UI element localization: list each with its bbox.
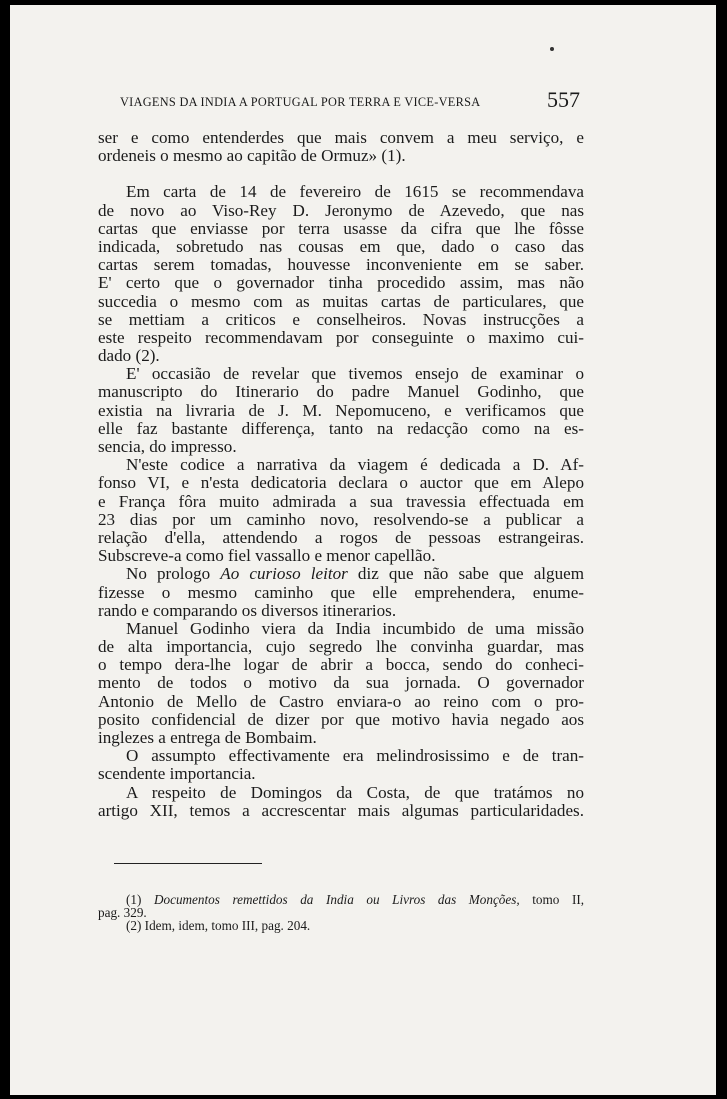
text-line: E' certo que o governador tinha procedido assim, mas não: [98, 273, 584, 293]
text-line: este respeito recommendavam por conseguinte o maximo cui-: [98, 327, 584, 347]
footnote-source-title: Documentos remettidos da India ou Livros das Monções,: [153, 892, 520, 907]
footnote-1: [98, 893, 584, 906]
footnote-marker: (1): [126, 892, 142, 907]
text-fragment: No prologo: [126, 564, 211, 584]
text-line: mento de todos o motivo da sua jornada. O governador: [98, 673, 584, 693]
text-line: indicada, sobretudo nas cousas em que, dado o caso das: [98, 236, 584, 256]
text-line: ser e como entenderdes que mais convem a meu serviço, e: [98, 128, 584, 147]
book-page: [10, 5, 716, 1095]
footnote-tail: tomo II,: [532, 892, 585, 907]
text-line: cartas que enviasse por terra usasse da cifra que lhe fôsse: [98, 218, 584, 238]
text-line: o tempo dera-lhe logar de abrir a bocca, sendo do conheci-: [98, 655, 584, 675]
text-line: inglezes a entrega de Bombaim.: [98, 728, 317, 747]
text-line: se mettiam a criticos e conselheiros. Novas instrucções a: [98, 309, 584, 329]
text-line: E' occasião de revelar que tivemos ensejo de examinar o: [126, 364, 584, 384]
text-line: N'este codice a narrativa da viagem é dedicada a D. Af-: [126, 455, 584, 475]
body-text: [98, 129, 584, 820]
footnote-1-continued: pag. 329.: [98, 905, 147, 920]
text-line: Antonio de Mello de Castro enviara-o ao reino com o pro-: [98, 691, 584, 711]
text-line: O assumpto effectivamente era melindrosissimo e de tran-: [126, 746, 584, 766]
footnote-rule: [114, 863, 262, 864]
page-number: 557: [547, 87, 580, 112]
text-line: posito confidencial de dizer por que motivo havia negado aos: [98, 709, 584, 729]
text-line: scendente importancia.: [98, 764, 256, 784]
footnote-2: (2) Idem, idem, tomo III, pag. 204.: [126, 918, 311, 933]
text-line: Subscreve-a como fiel vassallo e menor capellão.: [98, 546, 436, 566]
text-line: Em carta de 14 de fevereiro de 1615 se recommendava: [126, 182, 584, 202]
text-line: Manuel Godinho viera da India incumbido de uma missão: [126, 618, 584, 638]
italic-title: Ao curioso leitor: [220, 564, 348, 584]
text-line: manuscripto do Itinerario do padre Manuel Godinho, que: [98, 382, 584, 402]
page-header: [120, 87, 580, 117]
text-line: A respeito de Domingos da Costa, de que tratámos no: [126, 782, 584, 802]
text-line: cartas serem tomadas, houvesse inconveniente em se saber.: [98, 255, 584, 275]
text-line: de novo ao Viso-Rey D. Jeronymo de Azevedo, que nas: [98, 200, 584, 220]
text-line: fonso VI, e n'esta dedicatoria declara o auctor que em Alepo: [98, 473, 584, 493]
footnotes: [98, 893, 584, 932]
text-line: de alta importancia, cujo segredo lhe convinha guardar, mas: [98, 637, 584, 657]
text-line: rando e comparando os diversos itinerarios.: [98, 600, 397, 620]
text-line: succedia o mesmo com as muitas cartas de particulares, que: [98, 291, 584, 311]
text-line: elle faz bastante differença, tanto na redacção como na es-: [98, 418, 584, 438]
text-line: relação d'ella, attendendo a rogos de pessoas estrangeiras.: [98, 527, 584, 547]
text-line: artigo XII, temos a accrescentar mais algumas particularidades.: [98, 800, 584, 820]
text-line: 23 dias por um caminho novo, resolvendo-se a publicar a: [98, 509, 584, 529]
text-fragment: diz que não sabe que alguem: [357, 564, 585, 584]
text-line: existia na livraria de J. M. Nepomuceno, e verificamos que: [98, 400, 584, 420]
text-line: sencia, do impresso.: [98, 437, 237, 456]
text-line: e França fôra muito admirada a sua travessia effectuada em: [98, 491, 584, 511]
speck-mark: [550, 47, 554, 51]
text-line: fizesse o mesmo caminho que elle emprehendera, enume-: [98, 582, 584, 602]
text-line: dado (2).: [98, 346, 160, 366]
running-title: VIAGENS DA INDIA A PORTUGAL POR TERRA E VICE-VERSA: [120, 95, 481, 109]
text-line: [98, 565, 584, 583]
text-line: ordeneis o mesmo ao capitão de Ormuz» (1).: [98, 146, 406, 166]
